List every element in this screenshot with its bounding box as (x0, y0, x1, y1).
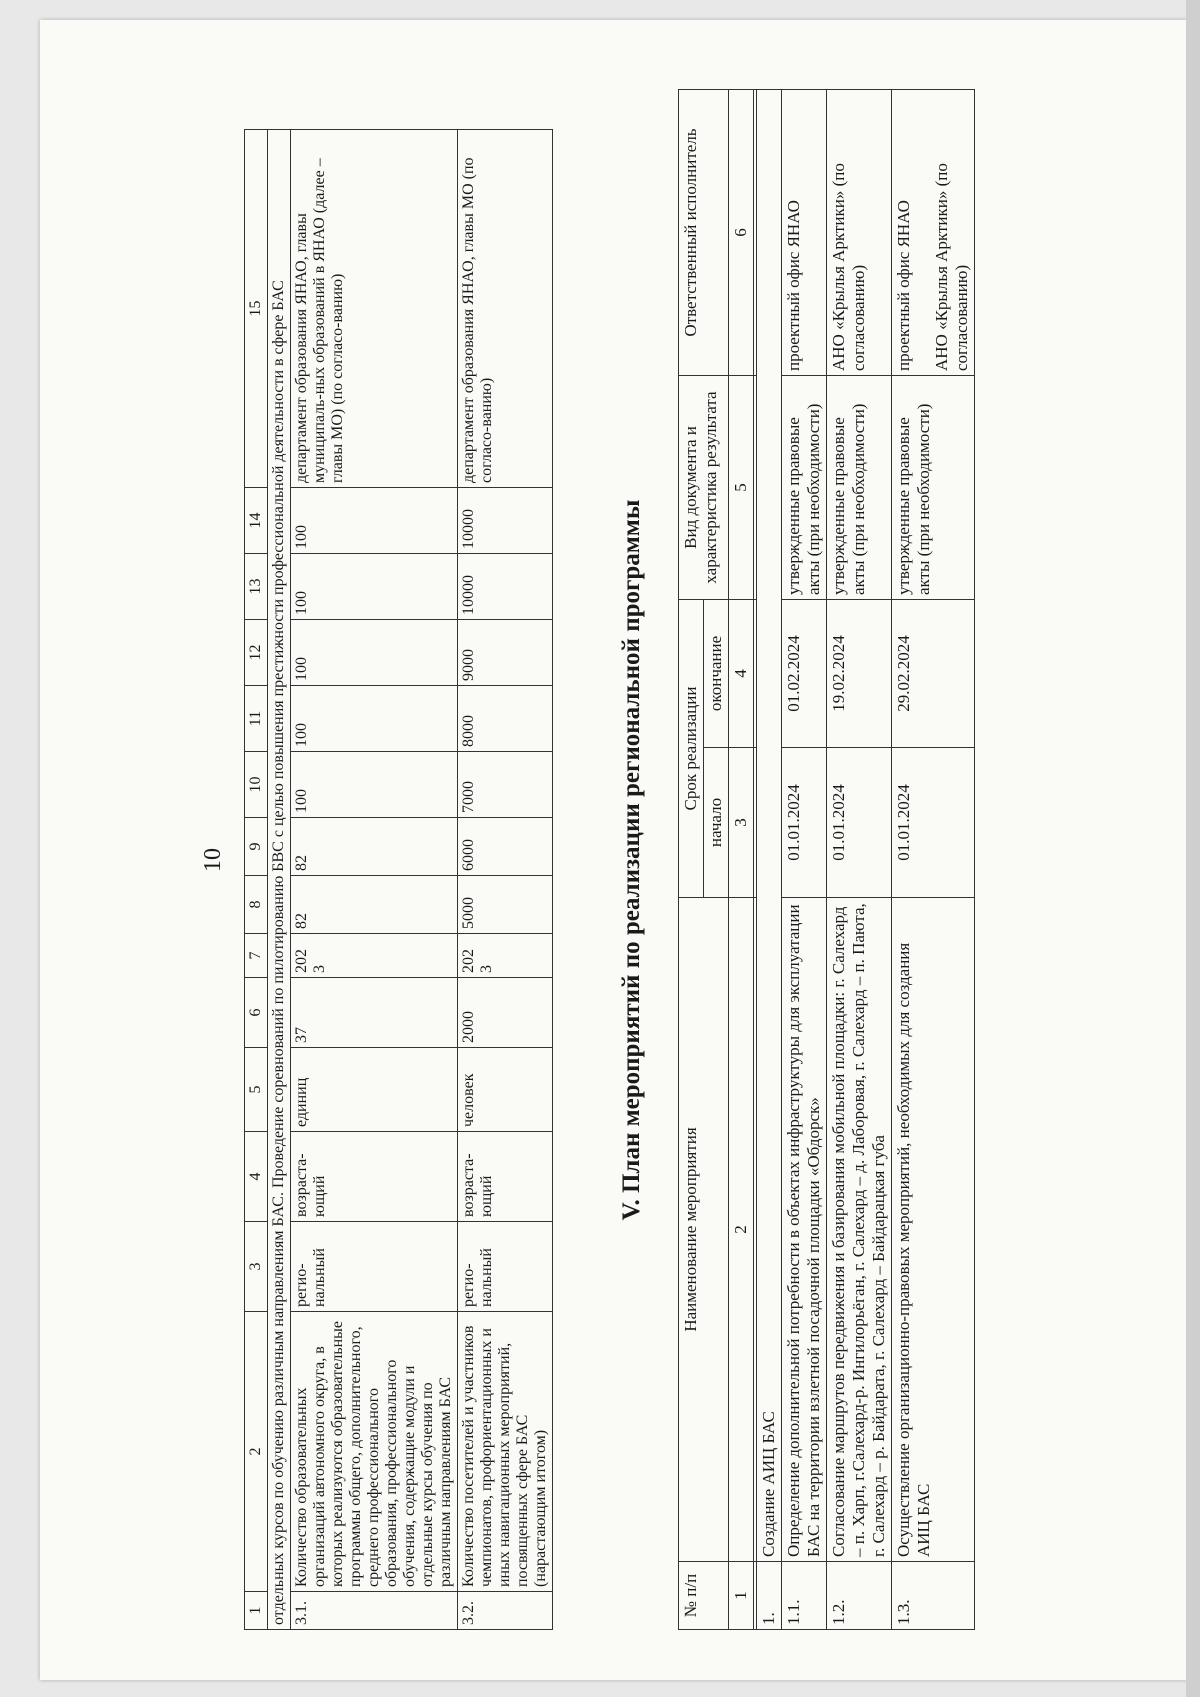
table-row (458, 130, 553, 1630)
col-num: 6 (245, 978, 268, 1048)
responsible: департамент образования ЯНАО, главы муниципаль-ных образований в ЯНАО (далее – главы МО) (по согласо-ванию) (291, 130, 458, 488)
table-row (827, 90, 892, 1630)
col-num: 14 (245, 488, 268, 554)
col-num: 5 (729, 376, 754, 600)
indicator-type: возраста-ющий (458, 1132, 553, 1222)
base-year: 202 3 (458, 934, 553, 978)
table-row (291, 130, 458, 1630)
header-name: Наименование мероприятия (679, 898, 729, 1562)
row-num: 1.1. (782, 1562, 827, 1630)
col-num: 6 (729, 90, 754, 376)
col-num: 10 (245, 752, 268, 818)
responsible-1: проектный офис ЯНАО (894, 200, 913, 371)
responsible-1: проектный офис ЯНАО (784, 200, 803, 371)
document-type: утвержденные правовые акты (при необходимости) (827, 376, 892, 600)
row-num: 1.3. (892, 1562, 975, 1630)
end-date: 29.02.2024 (892, 600, 975, 748)
col-num: 2 (729, 898, 754, 1562)
start-date: 01.01.2024 (782, 748, 827, 898)
section-row-text: отдельных курсов по обучению различным направлениям БАС. Проведение соревнований по пилотированию БВС с целью повышения престижности профессиональной деятельности в сфере БАС (268, 130, 291, 1630)
header-num: № п/п (679, 1562, 729, 1630)
col-num: 2 (245, 1312, 268, 1592)
col-num: 12 (245, 620, 268, 686)
col-num: 11 (245, 686, 268, 752)
col-num: 3 (729, 748, 754, 898)
action-name: Определение дополнительной потребности в объектах инфраструктуры для эксплуатации БАС на территории взлетной посадочной площадки «Обдорск» (782, 898, 827, 1562)
action-name: Согласование маршрутов передвижения и базирования мобильной площадки: г. Салехард – п. Харп, г.Салехард-р. Ингилорьёган, г. Салехард – д. Лаборовая, г. Салехард – п. Паюта, г. Салехард – р. Байдарата, г. Салехард – Байдарацкая губа (827, 898, 892, 1562)
header-term: Срок реализации (679, 600, 704, 898)
value-cell: 100 (291, 554, 458, 620)
responsible (892, 90, 975, 376)
value-cell: 10000 (458, 554, 553, 620)
row-num: 3.2. (458, 1592, 553, 1630)
value-cell: 5000 (458, 876, 553, 934)
responsible (782, 90, 827, 376)
group-num: 1. (757, 1562, 782, 1630)
header-doc: Вид документа и характеристика результата (679, 376, 729, 600)
group-name: Создание АИЦ БАС (757, 90, 782, 1562)
col-num: 13 (245, 554, 268, 620)
document-type: утвержденные правовые акты (при необходимости) (892, 376, 975, 600)
indicator-level: регио-нальный (458, 1222, 553, 1312)
value-cell: 100 (291, 752, 458, 818)
group-row (757, 90, 782, 1630)
value-cell: 82 (291, 876, 458, 934)
row-num: 3.1. (291, 1592, 458, 1630)
col-num: 5 (245, 1048, 268, 1132)
indicator-unit: единиц (291, 1048, 458, 1132)
action-plan-table (678, 89, 975, 1630)
value-cell: 100 (291, 488, 458, 554)
document-type: утвержденные правовые акты (при необходимости) (782, 376, 827, 600)
column-number-row (245, 130, 268, 1630)
col-num: 4 (245, 1132, 268, 1222)
section-row (268, 130, 291, 1630)
section-title: V. План мероприятий по реализации региональной программы (618, 499, 645, 1221)
document-page (40, 20, 1190, 1680)
responsible: департамент образования ЯНАО, главы МО (по согласо-ванию) (458, 130, 553, 488)
value-cell: 100 (291, 686, 458, 752)
responsible-1: АНО «Крылья Арктики» (по согласованию) (829, 163, 868, 371)
indicator-name: Количество посетителей и участников чемпионатов, профориентационных и иных навигационных мероприятий, посвященных сфере БАС (нарастающим итогом) (458, 1312, 553, 1592)
header-row (679, 90, 704, 1630)
base-value: 2000 (458, 978, 553, 1048)
table-row (892, 90, 975, 1630)
col-num: 9 (245, 818, 268, 876)
action-name: Осуществление организационно-правовых мероприятий, необходимых для создания АИЦ БАС (892, 898, 975, 1562)
col-num: 1 (729, 1562, 754, 1630)
indicator-name: Количество образовательных организаций автономного округа, в которых реализуются образовательные программы общего, дополнительного, среднего профессионального образования, профессионального обучения, содержащие модули и отдельные курсы обучения по различным направлениям БАС (291, 1312, 458, 1592)
responsible (827, 90, 892, 376)
value-cell: 7000 (458, 752, 553, 818)
col-num: 7 (245, 934, 268, 978)
rotated-content (200, 90, 1200, 1630)
indicators-table (244, 129, 553, 1630)
responsible-2: АНО «Крылья Арктики» (по согласованию) (932, 163, 971, 371)
base-value: 37 (291, 978, 458, 1048)
indicator-level: регио-нальный (291, 1222, 458, 1312)
start-date: 01.01.2024 (892, 748, 975, 898)
page-number: 10 (200, 848, 226, 872)
header-responsible: Ответственный исполнитель (679, 90, 729, 376)
value-cell: 6000 (458, 818, 553, 876)
header-end: окончание (704, 600, 729, 748)
indicator-type: возраста-ющий (291, 1132, 458, 1222)
row-num: 1.2. (827, 1562, 892, 1630)
end-date: 19.02.2024 (827, 600, 892, 748)
value-cell: 82 (291, 818, 458, 876)
col-num: 4 (729, 600, 754, 748)
scan-edge (1186, 0, 1200, 1697)
start-date: 01.01.2024 (827, 748, 892, 898)
column-number-row (729, 90, 754, 1630)
value-cell: 100 (291, 620, 458, 686)
col-num: 8 (245, 876, 268, 934)
base-year: 202 3 (291, 934, 458, 978)
indicator-unit: человек (458, 1048, 553, 1132)
col-num: 1 (245, 1592, 268, 1630)
col-num: 3 (245, 1222, 268, 1312)
col-num: 15 (245, 130, 268, 488)
value-cell: 8000 (458, 686, 553, 752)
end-date: 01.02.2024 (782, 600, 827, 748)
table-row (782, 90, 827, 1630)
value-cell: 10000 (458, 488, 553, 554)
value-cell: 9000 (458, 620, 553, 686)
header-start: начало (704, 748, 729, 898)
